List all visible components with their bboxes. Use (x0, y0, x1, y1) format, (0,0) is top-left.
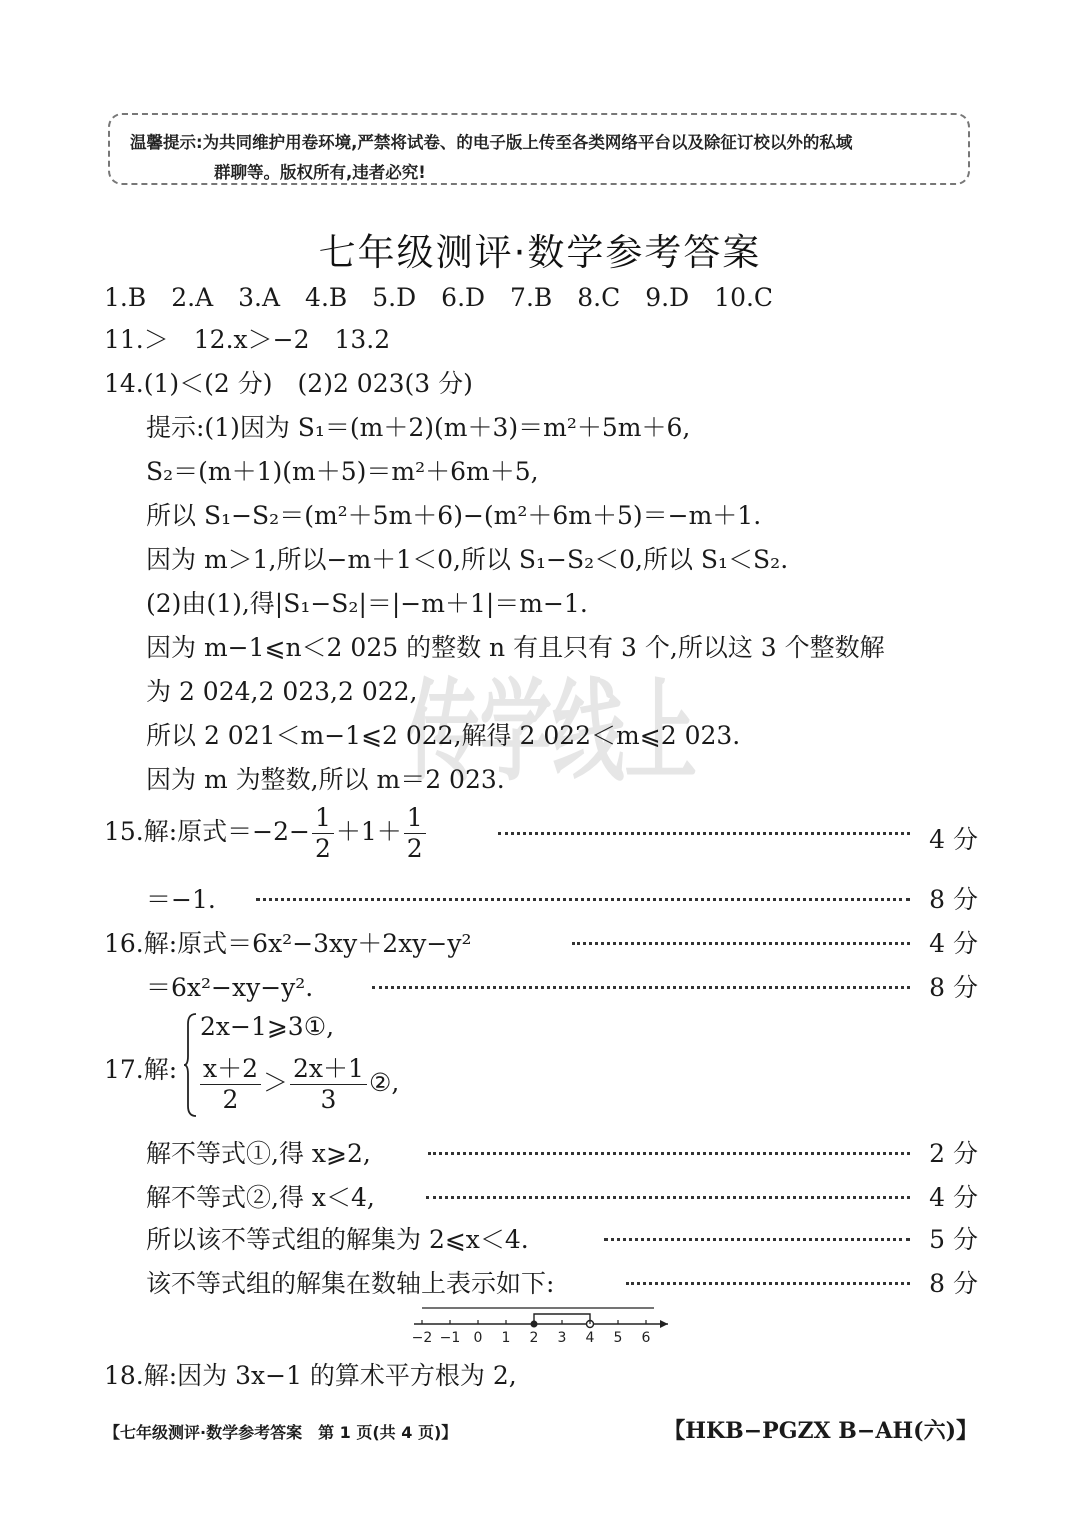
q17-system-eq-2 (198, 1054, 399, 1115)
frac-num: 1 (404, 803, 426, 834)
q14-line-2: S₂＝(m＋1)(m＋5)＝m²＋6m＋5, (146, 457, 539, 486)
q15-line-2: ＝−1. (146, 885, 216, 914)
footer-page-info: 【七年级测评·数学参考答案 第 1 页(共 4 页)】 (104, 1423, 458, 1442)
q17-system-eq-1: 2x−1⩾3①, (200, 1012, 335, 1041)
q14-line-6: 因为 m−1⩽n＜2 025 的整数 n 有且只有 3 个,所以这 3 个整数解 (146, 633, 885, 662)
q15-score-1: 4 分 (929, 825, 978, 854)
q17-line-1: 解不等式①,得 x⩾2, (146, 1139, 371, 1168)
q16-line-1: 16.解:原式＝6x²−3xy＋2xy−y² (104, 929, 472, 958)
frac-num: 1 (312, 803, 334, 834)
q15-line-1 (104, 803, 428, 864)
notice-line-2: 群聊等。版权所有,违者必究! (214, 163, 426, 182)
axis-arrow (660, 1320, 668, 1328)
watermark-text: 传学线上 (407, 668, 697, 796)
fraction-one-half-2 (404, 803, 426, 864)
axis-tick-label: 1 (501, 1330, 511, 1346)
q14-line-9: 因为 m 为整数,所以 m＝2 023. (146, 765, 505, 794)
axis-tick-label: 3 (557, 1330, 567, 1346)
q18-line-1: 18.解:因为 3x−1 的算术平方根为 2, (104, 1361, 517, 1390)
q15-score-2: 8 分 (929, 885, 978, 914)
q17-score-1: 2 分 (929, 1139, 978, 1168)
dot-leader (426, 1196, 910, 1199)
copyright-notice (108, 113, 970, 185)
dot-leader (498, 832, 910, 835)
axis-tick-label: 5 (613, 1330, 623, 1346)
q17-label: 17.解: (104, 1055, 178, 1084)
q14-head: 14.(1)＜(2 分) (2)2 023(3 分) (104, 369, 473, 398)
q17-line-4: 该不等式组的解集在数轴上表示如下: (146, 1269, 555, 1298)
frac-den: 3 (320, 1085, 337, 1114)
frac-num: 2x＋1 (290, 1054, 367, 1085)
axis-tick-label: −2 (411, 1330, 433, 1346)
q14-line-1: 提示:(1)因为 S₁＝(m＋2)(m＋3)＝m²＋5m＋6, (146, 413, 691, 442)
axis-tick-label: 4 (585, 1330, 595, 1346)
frac-den: 2 (406, 834, 423, 863)
q17-circle-2: ②, (368, 1068, 400, 1097)
q14-line-3: 所以 S₁−S₂＝(m²＋5m＋6)−(m²＋6m＋5)＝−m＋1. (146, 501, 762, 530)
fraction-x-plus-2-over-2 (200, 1054, 261, 1115)
fill-answers: 11.＞ 12.x＞−2 13.2 (104, 325, 391, 354)
dot-leader (256, 898, 910, 901)
system-brace (184, 1012, 198, 1118)
q14-line-7: 为 2 024,2 023,2 022, (146, 677, 418, 706)
fraction-2x-plus-1-over-3 (290, 1054, 367, 1115)
number-line (400, 1300, 700, 1346)
gt-sign: ＞ (263, 1068, 289, 1097)
axis-tick-label: 6 (641, 1330, 651, 1346)
dot-leader (626, 1282, 910, 1285)
dot-leader (428, 1152, 910, 1155)
q16-score-2: 8 分 (929, 973, 978, 1002)
axis-tick-label: −1 (439, 1330, 461, 1346)
axis-tick-label: 2 (529, 1330, 539, 1346)
q15-plus-one: ＋1＋ (335, 817, 402, 846)
q17-line-2: 解不等式②,得 x＜4, (146, 1183, 375, 1212)
q17-line-3: 所以该不等式组的解集为 2⩽x＜4. (146, 1225, 529, 1254)
footer-code: 【HKB−PGZX B−AH(六)】 (663, 1418, 978, 1444)
q14-line-5: (2)由(1),得|S₁−S₂|＝|−m＋1|＝m−1. (146, 589, 588, 618)
fraction-one-half (312, 803, 334, 864)
q14-line-8: 所以 2 021＜m−1⩽2 022,解得 2 022＜m⩽2 023. (146, 721, 741, 750)
frac-den: 2 (314, 834, 331, 863)
dot-leader (572, 942, 910, 945)
dot-leader (604, 1238, 910, 1241)
q14-line-4: 因为 m＞1,所以−m＋1＜0,所以 S₁−S₂＜0,所以 S₁＜S₂. (146, 545, 789, 574)
q17-score-4: 8 分 (929, 1269, 978, 1298)
q16-score-1: 4 分 (929, 929, 978, 958)
frac-den: 2 (222, 1085, 239, 1114)
axis-tick-label: 0 (473, 1330, 483, 1346)
mc-answers: 1.B 2.A 3.A 4.B 5.D 6.D 7.B 8.C 9.D 10.C (104, 283, 774, 312)
frac-num: x＋2 (200, 1054, 261, 1085)
q15-prefix: 15.解:原式＝−2− (104, 817, 310, 846)
dot-leader (372, 986, 910, 989)
q17-score-3: 5 分 (929, 1225, 978, 1254)
notice-line-1: 温馨提示:为共同维护用卷环境,严禁将试卷、的电子版上传至各类网络平台以及除征订校以外的私域 (130, 133, 853, 152)
page-title: 七年级测评·数学参考答案 (318, 231, 762, 274)
q17-score-2: 4 分 (929, 1183, 978, 1212)
q16-line-2: ＝6x²−xy−y². (146, 973, 314, 1002)
